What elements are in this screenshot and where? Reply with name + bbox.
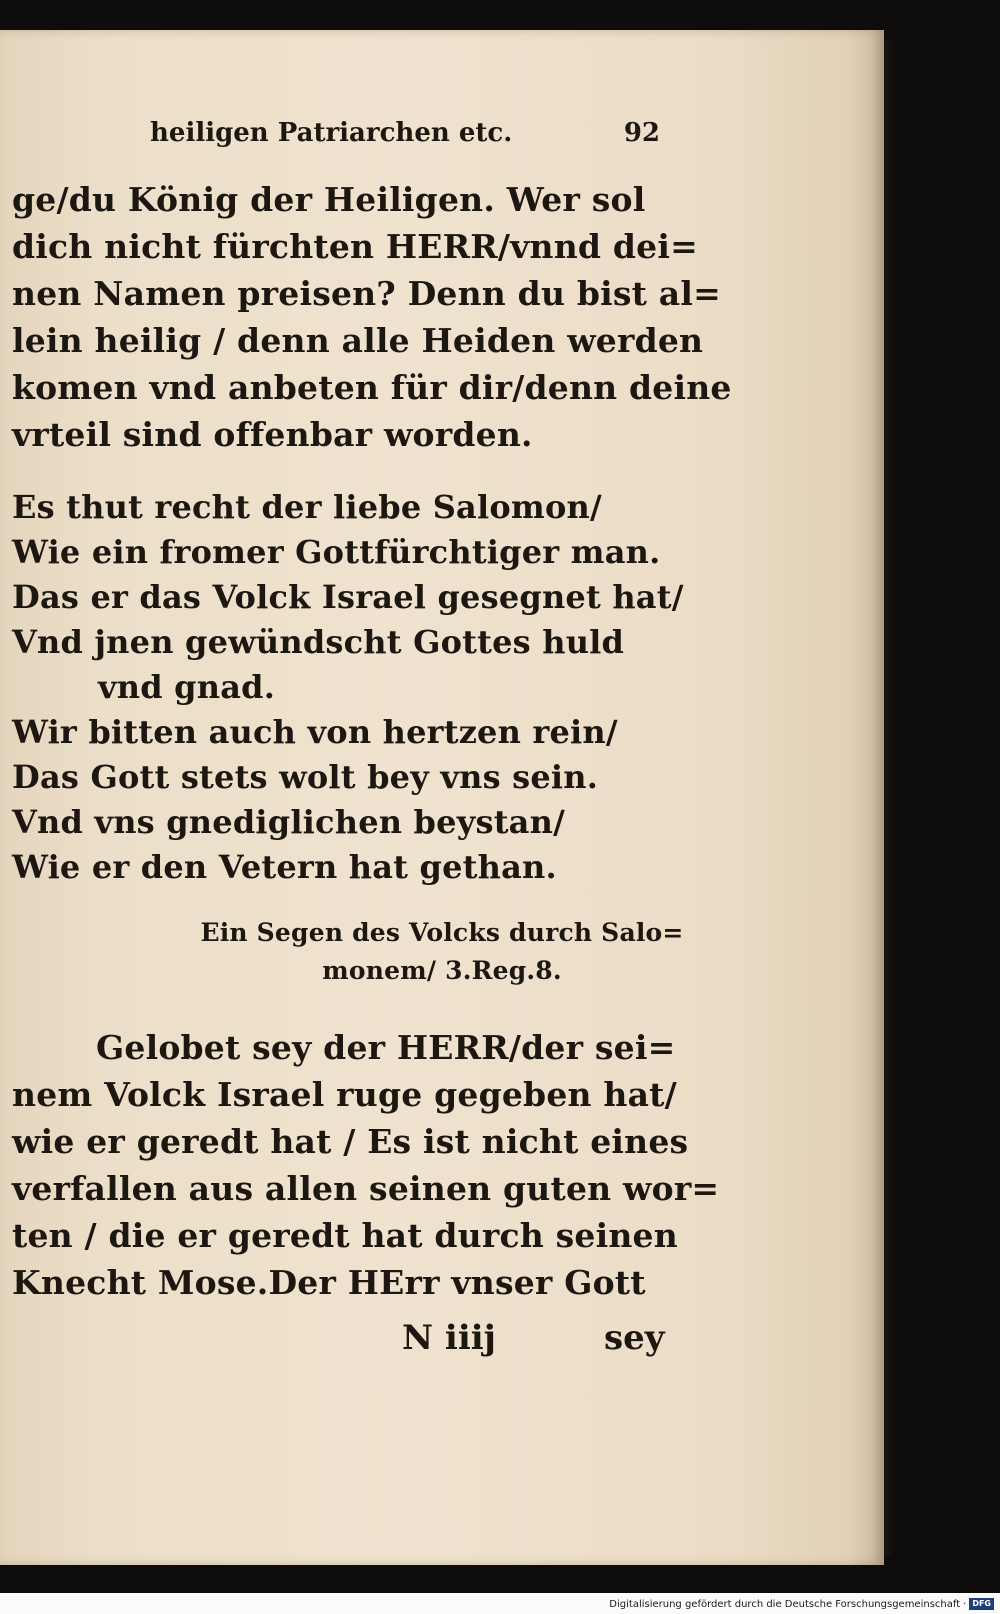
page-edge-shadow [884, 40, 894, 1555]
text-line: verfallen aus allen seinen guten wor= [12, 1169, 720, 1208]
verse-line: Das Gott stets wolt bey vns sein. [12, 758, 599, 796]
text-line: komen vnd anbeten für dir/denn deine [12, 368, 732, 407]
text-line: vrteil sind offenbar worden. [12, 415, 533, 454]
signature-row [0, 1318, 884, 1368]
text-line: wie er geredt hat / Es ist nicht eines [12, 1122, 689, 1161]
page-header [150, 112, 660, 156]
heading-line: monem/ 3.Reg.8. [322, 956, 562, 985]
signature-mark: N iiij [402, 1318, 496, 1358]
dfg-logo-icon: DFG [969, 1598, 994, 1610]
book-page [0, 30, 884, 1565]
text-line: Gelobet sey der HERR/der sei= [96, 1028, 676, 1067]
verse-line: vnd gnad. [98, 668, 276, 706]
verse-line: Wir bitten auch von hertzen rein/ [12, 713, 618, 751]
text-line: ten / die er geredt hat durch seinen [12, 1216, 678, 1255]
page-text [0, 30, 884, 1565]
heading-line: Ein Segen des Volcks durch Salo= [200, 918, 684, 947]
footer-credit: Digitalisierung gefördert durch die Deutsche Forschungsgemeinschaft [609, 1598, 961, 1610]
verse-line: Vnd vns gnediglichen beystan/ [12, 803, 565, 841]
text-line: nem Volck Israel ruge gegeben hat/ [12, 1075, 677, 1114]
text-line: Knecht Mose.Der HErr vnser Gott [12, 1263, 646, 1302]
running-title: heiligen Patriarchen etc. [150, 118, 513, 148]
verse-line: Wie ein fromer Gottfürchtiger man. [12, 533, 661, 571]
verse-line: Vnd jnen gewündscht Gottes huld [12, 623, 625, 661]
digitization-footer: Digitalisierung gefördert durch die Deutsche Forschungsgemeinschaft · DFG [609, 1597, 994, 1611]
text-line: nen Namen preisen? Denn du bist al= [12, 274, 721, 313]
verse-line: Es thut recht der liebe Salomon/ [12, 488, 602, 526]
verse-line: Das er das Volck Israel gesegnet hat/ [12, 578, 684, 616]
verse-line: Wie er den Vetern hat gethan. [12, 848, 557, 886]
text-line: lein heilig / denn alle Heiden werden [12, 321, 704, 360]
folio-number: 92 [623, 118, 660, 148]
catchword: sey [604, 1318, 665, 1358]
text-line: dich nicht fürchten HERR/vnnd dei= [12, 227, 698, 266]
text-line: ge/du König der Heiligen. Wer sol [12, 180, 646, 219]
